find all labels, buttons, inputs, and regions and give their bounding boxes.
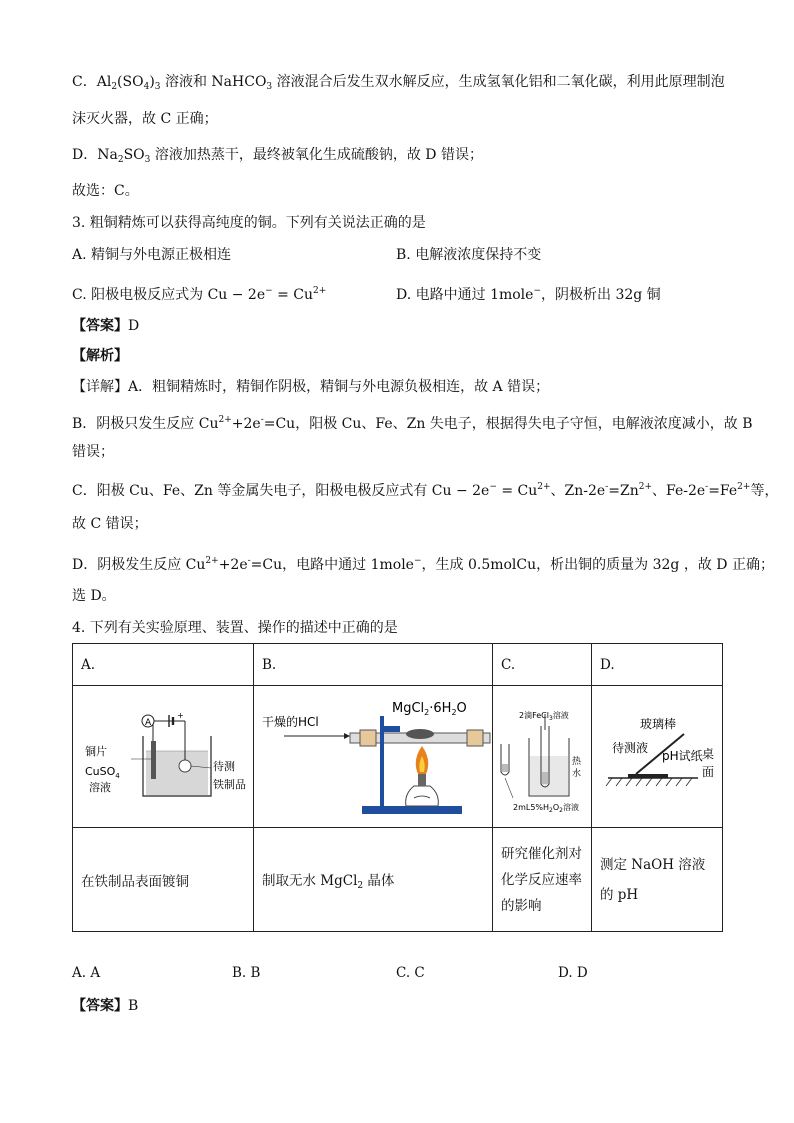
desk-hatching <box>606 778 692 786</box>
option-c-explanation-line1: C．$Al_2(SO_4)_3$ 溶液和 NaHCO$_3$ 溶液混合后发生双水解反应，生成氢氧化铝和二氧化碳，利用此原理制泡 <box>72 74 725 92</box>
salt-sample <box>406 729 434 739</box>
label-solution: 溶液 <box>89 781 111 794</box>
q4-answer: 【答案】B <box>72 998 139 1014</box>
label-desk2: 面 <box>702 765 715 779</box>
ph-test-setup <box>592 686 722 823</box>
label-test2: 铁制品 <box>213 778 246 791</box>
q4-option-c: C. C <box>396 965 425 981</box>
q3-detail-b: B．阴极只发生反应 $Cu^{2+}+2e^-=Cu$，阳极 Cu、Fe、Zn 失电子，根据得失电子守恒，电解液浓度减小，故 B <box>72 415 753 432</box>
dehydration-apparatus <box>254 686 492 823</box>
q3-stem: 3. 粗铜精炼可以获得高纯度的铜。下列有关说法正确的是 <box>72 215 426 231</box>
q3-detail-c: C．阳极 Cu、Fe、Zn 等金属失电子，阳极电极反应式有 $Cu - 2e^- = Cu^{2+}$、$Zn-2e^-=Zn^{2+}$、$Fe-2e^-=Fe^{2+}$等， <box>72 482 779 499</box>
ph-paper <box>628 774 668 778</box>
figure-d-ph-test <box>592 686 723 828</box>
stopper-left <box>360 730 376 746</box>
q4-option-a: A. A <box>72 965 101 981</box>
label-fecl3: 2滴FeCl$_3$溶液 <box>519 711 569 722</box>
arrow-icon <box>344 733 350 739</box>
svg-text:+: + <box>177 711 184 720</box>
iron-product <box>179 760 191 772</box>
desc-b: 制取无水 MgCl$_2$ 晶体 <box>254 828 493 932</box>
desc-c: 研究催化剂对 化学反应速率 的影响 <box>493 828 592 932</box>
catalyst-setup <box>493 686 591 823</box>
q3-answer: 【答案】D <box>72 318 140 334</box>
label-liquid: 待测液 <box>612 741 649 755</box>
electroplating-diagram <box>73 686 253 823</box>
desc-a: 在铁制品表面镀铜 <box>73 828 254 932</box>
label-copper: 铜片 <box>85 745 107 758</box>
figure-a-electroplating <box>73 686 254 828</box>
q3-detail-a: 【详解】A．粗铜精炼时，精铜作阴极，精铜与外电源负极相连，故 A 错误； <box>72 379 550 395</box>
label-desk1: 桌 <box>702 747 715 761</box>
svg-text:A: A <box>145 718 152 728</box>
q3-analysis-label: 【解析】 <box>72 348 128 364</box>
option-d-explanation: D．$Na_2SO_3$ 溶液加热蒸干，最终被氧化生成硫酸钠，故 D 错误； <box>72 147 483 165</box>
q4-option-d: D. D <box>558 965 588 981</box>
label-hcl: 干燥的HCl <box>262 715 319 729</box>
q3-detail-d: D．阴极发生反应 $Cu^{2+}+2e^-=Cu$，电路中通过 1mole−，生成 0.5molCu，析出铜的质量为 32g ，故 D 正确； <box>72 556 774 573</box>
header-a: A. <box>73 644 254 686</box>
q3-option-a: A. 精铜与外电源正极相连 <box>72 247 232 263</box>
q3-detail-b-cont: 错误； <box>72 444 114 460</box>
q3-option-b: B. 电解液浓度保持不变 <box>396 247 542 263</box>
figure-b-dehydration <box>254 686 493 828</box>
label-hot2: 水 <box>572 769 582 779</box>
stand-base <box>362 806 462 814</box>
header-c: C. <box>493 644 592 686</box>
label-cuso4: CuSO$_4$ <box>85 765 120 780</box>
q4-stem: 4. 下列有关实验原理、装置、操作的描述中正确的是 <box>72 620 398 636</box>
label-hot1: 热 <box>572 757 582 767</box>
q3-detail-c-cont: 故 C 错误； <box>72 516 148 532</box>
figure-c-catalyst <box>493 686 592 828</box>
option-c-explanation-line2: 沫灭火器，故 C 正确； <box>72 111 218 127</box>
label-mgcl2: $MgCl_2\cdot 6H_2O$ <box>392 701 467 717</box>
q3-option-d: D. 电路中通过 1mole−，阴极析出 32g 铜 <box>396 286 661 303</box>
stopper-right <box>467 730 483 746</box>
header-d: D. <box>592 644 723 686</box>
label-rod: 玻璃棒 <box>640 717 677 731</box>
label-paper: pH试纸 <box>662 749 703 763</box>
q4-option-b: B. B <box>232 965 261 981</box>
copper-plate <box>151 741 156 779</box>
experiment-table <box>72 643 723 932</box>
desc-d: 测定 NaOH 溶液 的 pH <box>592 828 723 932</box>
label-test1: 待测 <box>213 760 235 773</box>
choose-d: 选 D。 <box>72 588 116 604</box>
choose-c: 故选：C。 <box>72 183 139 199</box>
q3-option-c: C. 阳极电极反应式为 $Cu - 2e^- = Cu^{2+}$ <box>72 286 327 303</box>
header-b: B. <box>254 644 493 686</box>
label-h2o2: $2mL5\%H_2O_2$溶液 <box>513 803 579 814</box>
